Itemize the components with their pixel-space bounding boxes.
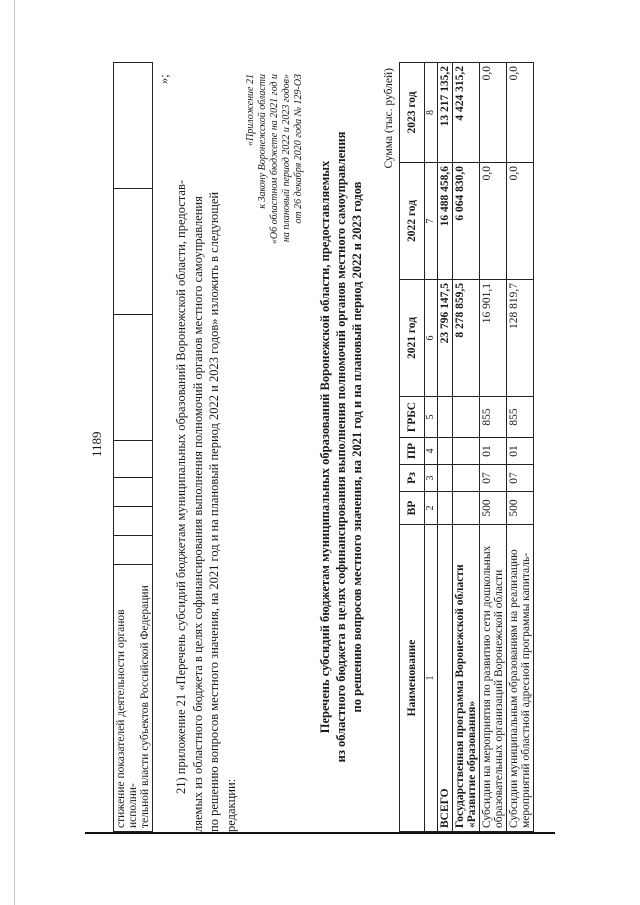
appendix-line: на плановый период 2022 и 2023 годов» <box>281 74 292 243</box>
table-row <box>438 63 453 832</box>
subsidies-table <box>399 62 534 832</box>
top-table-fragment <box>113 62 153 832</box>
row-vr: 500 <box>507 492 534 525</box>
row-grbs <box>453 397 480 438</box>
appendix-line: к Закону Воронежской области <box>257 74 268 209</box>
row-2023: 0,0 <box>507 63 534 163</box>
row-grbs: 855 <box>480 397 507 438</box>
top-table-cell <box>114 536 153 565</box>
row-name-line: Государственная программа Воронежской области <box>454 564 466 828</box>
row-pr: 01 <box>507 438 534 465</box>
top-table-cell <box>114 63 153 189</box>
paragraph-line: по решению вопросов местного значения, на 2021 год и на плановый период 2022 и 2023 годов» изложить в следующей <box>207 191 221 832</box>
header-rz: Рз <box>400 465 425 492</box>
row-name-line: мероприятий областной адресной программы капиталь- <box>520 552 532 828</box>
appendix-line: «Приложение 21 <box>245 74 256 146</box>
index-cell: 5 <box>425 397 438 438</box>
row-2021: 8 278 859,5 <box>453 280 480 397</box>
header-2021: 2021 год <box>400 280 425 397</box>
row-rz <box>453 465 480 492</box>
top-table-name-cell <box>114 565 153 832</box>
top-table-line: стижение показателей деятельности органов исполни- <box>115 609 139 828</box>
row-2022: 0,0 <box>507 163 534 280</box>
index-cell: 2 <box>425 492 438 525</box>
page-edge-line <box>85 832 555 834</box>
table-row <box>507 63 534 832</box>
row-2021: 23 796 147,5 <box>438 280 453 397</box>
row-pr <box>453 438 480 465</box>
top-table-cell <box>114 478 153 507</box>
paragraph-line: редакции: <box>223 778 238 832</box>
table-row <box>453 63 480 832</box>
row-2022: 16 488 458,6 <box>438 163 453 280</box>
index-cell: 4 <box>425 438 438 465</box>
row-name-line: образовательных организаций Воронежской области <box>493 569 505 828</box>
page-number: 1189 <box>89 431 104 457</box>
header-2023: 2023 год <box>400 63 425 163</box>
top-table-line: тельной власти субъектов Российской Федерации <box>139 585 151 828</box>
units-label: Сумма (тыс. рублей) <box>383 68 395 169</box>
row-2023: 4 424 315,2 <box>453 63 480 163</box>
appendix-line: от 26 декабря 2020 года № 129-ОЗ <box>293 74 304 224</box>
row-vr <box>438 492 453 525</box>
index-cell: 1 <box>425 525 438 832</box>
header-pr: ПР <box>400 438 425 465</box>
top-table-cell <box>114 441 153 478</box>
row-pr <box>438 438 453 465</box>
row-pr: 01 <box>480 438 507 465</box>
title-line: по решению вопросов местного значения, на 2021 год и на плановый период 2022 и 2023 годов <box>350 181 364 713</box>
row-name-line: Субсидии на мероприятия по развитию сети дошкольных <box>481 545 493 828</box>
row-rz: 07 <box>480 465 507 492</box>
left-edge-line <box>14 0 15 905</box>
index-cell: 7 <box>425 163 438 280</box>
row-2023: 0,0 <box>480 63 507 163</box>
row-2023: 13 217 135,2 <box>438 63 453 163</box>
top-table-cell <box>114 315 153 441</box>
rotated-page <box>85 62 555 832</box>
index-cell: 3 <box>425 465 438 492</box>
appendix-line: «Об областном бюджете на 2021 год и <box>269 74 280 245</box>
paragraph-line: ляемых из областного бюджета в целях софинансирования выполнения полномочий органов местного самоуправления <box>190 196 205 832</box>
top-table-cell <box>114 507 153 536</box>
index-cell: 8 <box>425 63 438 163</box>
row-name <box>438 525 453 832</box>
header-2022: 2022 год <box>400 163 425 280</box>
row-vr: 500 <box>480 492 507 525</box>
header-vr: ВР <box>400 492 425 525</box>
row-name <box>507 525 534 832</box>
row-grbs <box>438 397 453 438</box>
row-name-line: ВСЕГО <box>439 788 451 828</box>
row-2021: 16 901,1 <box>480 280 507 397</box>
row-name-line: Субсидии муниципальным образованиям на реализацию <box>508 549 520 828</box>
intro-paragraph <box>173 62 239 832</box>
row-name <box>480 525 507 832</box>
title-line: Перечень субсидий бюджетам муниципальных образований Воронежской области, предоставляемых <box>318 160 332 734</box>
close-mark: »; <box>157 74 171 84</box>
row-rz: 07 <box>507 465 534 492</box>
row-grbs: 855 <box>507 397 534 438</box>
index-row <box>425 63 438 832</box>
header-grbs: ГРБС <box>400 397 425 438</box>
index-cell: 6 <box>425 280 438 397</box>
header-name: Наименование <box>400 525 425 832</box>
document-title <box>317 62 365 832</box>
row-2022: 0,0 <box>480 163 507 280</box>
top-table-cell <box>114 189 153 315</box>
row-name <box>453 525 480 832</box>
title-line: из областного бюджета в целях софинансирования выполнения полномочий органов местного самоуправления <box>334 131 348 763</box>
table-row <box>480 63 507 832</box>
paragraph-line: 21) приложение 21 «Перечень субсидий бюджетам муниципальных образований Воронежской области, предостав- <box>174 179 188 794</box>
row-rz <box>438 465 453 492</box>
row-2022: 6 064 830,0 <box>453 163 480 280</box>
row-2021: 128 819,7 <box>507 280 534 397</box>
appendix-reference <box>245 74 305 434</box>
row-name-line: «Развитие образования» <box>466 700 478 828</box>
row-vr <box>453 492 480 525</box>
